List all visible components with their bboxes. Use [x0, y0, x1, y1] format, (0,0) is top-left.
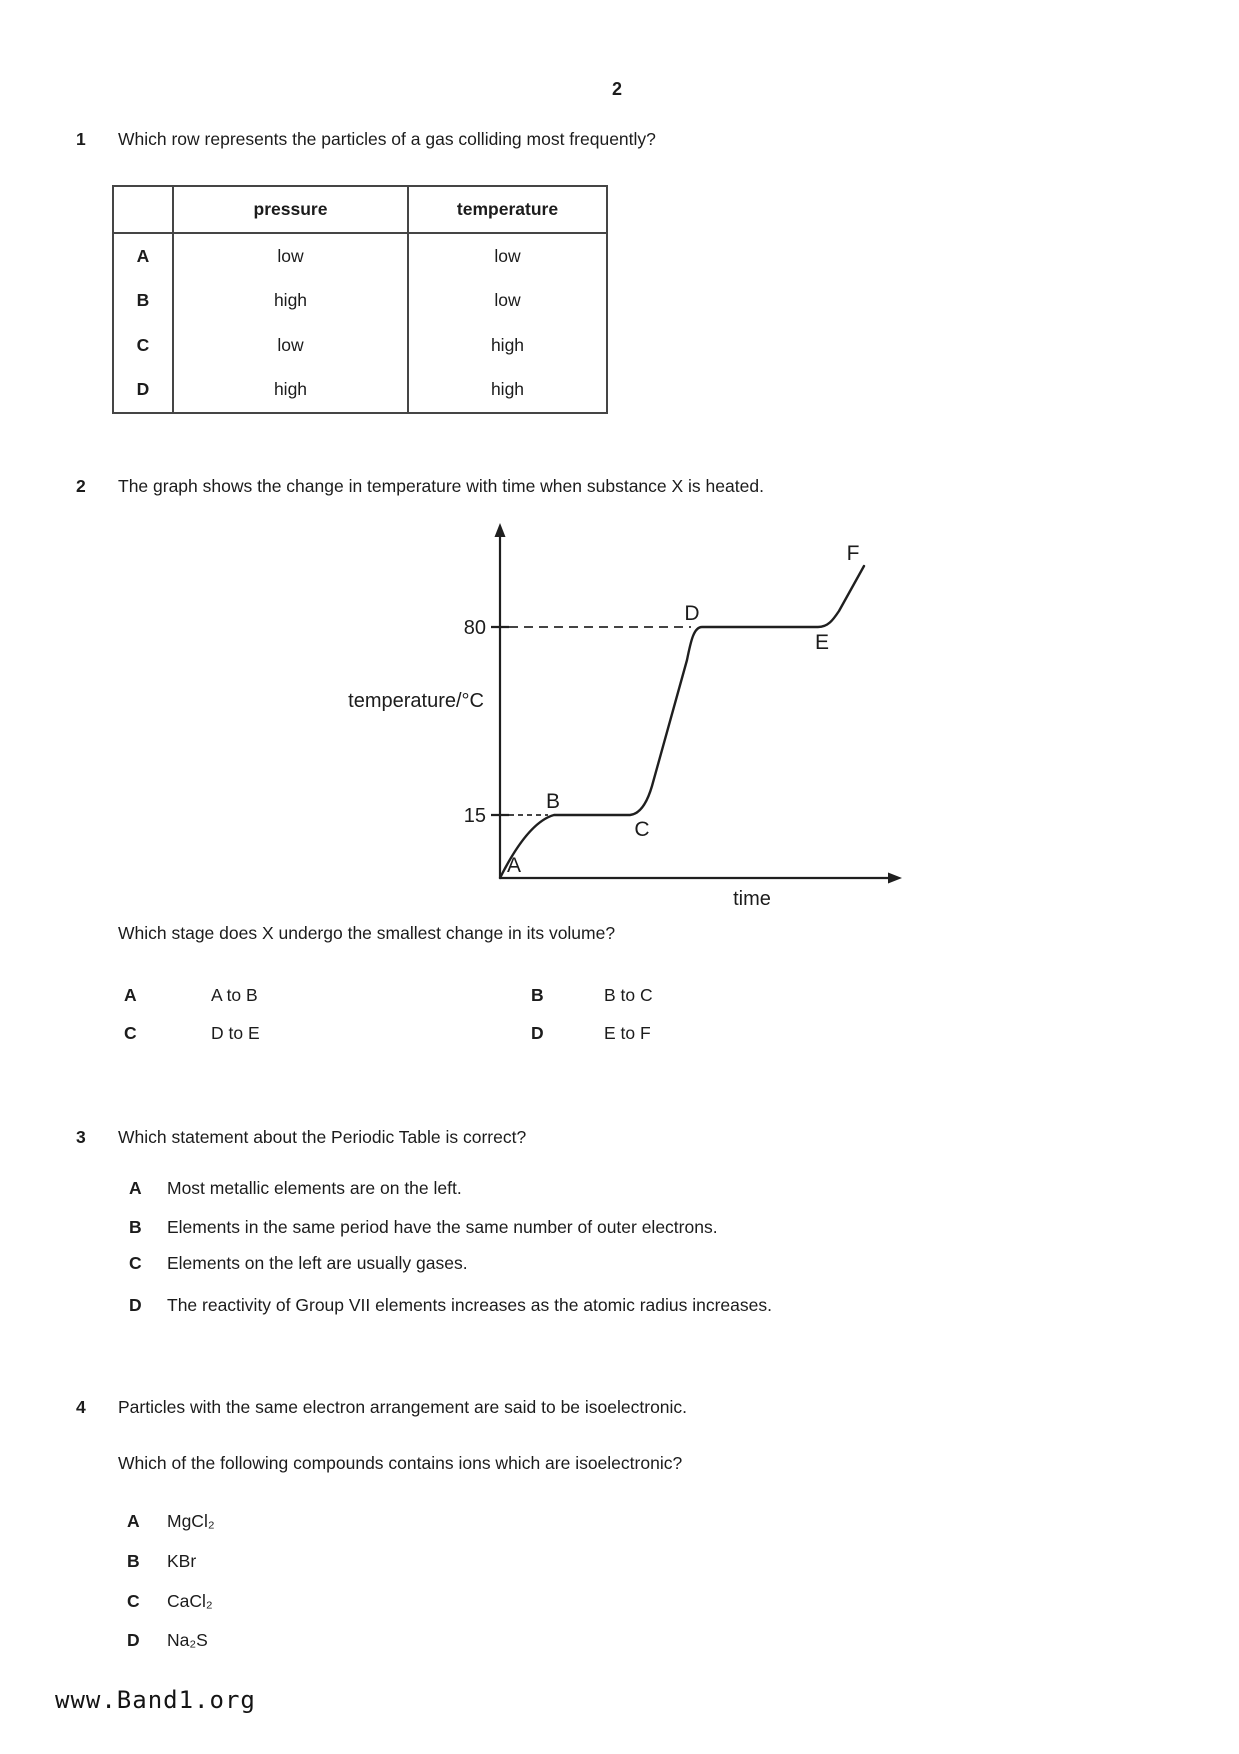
pressure-cell: high [173, 279, 408, 324]
q2-question-text: Which stage does X undergo the smallest change in its volume? [118, 923, 616, 943]
temperature-cell: low [494, 290, 521, 311]
option-text: B to C [604, 985, 653, 1005]
x-axis-label: time [733, 888, 771, 910]
point-label: E [814, 631, 830, 654]
q4-number: 4 [76, 1397, 86, 1417]
q4-text: Particles with the same electron arrangement are said to be isoelectronic. [118, 1397, 688, 1417]
website-footer: www.Band1.org [55, 1686, 256, 1714]
option-letter: A [124, 985, 137, 1005]
q1-table [112, 185, 608, 414]
row-label: A [113, 233, 173, 279]
option-letter: B [129, 1217, 142, 1237]
option-letter: A [129, 1178, 142, 1198]
option-text: MgCl₂ [167, 1511, 215, 1531]
q2-heating-curve-graph [300, 520, 920, 915]
option-letter: C [127, 1591, 140, 1611]
option-letter: D [129, 1295, 142, 1315]
row-label: C [113, 323, 173, 368]
option-text: Na₂S [167, 1630, 208, 1650]
option-letter: C [129, 1253, 142, 1273]
q2-number: 2 [76, 476, 86, 496]
point-label: A [506, 854, 522, 877]
option-letter: C [124, 1023, 137, 1043]
q1-number: 1 [76, 129, 86, 149]
point-label: C [634, 818, 650, 841]
q4-question-text: Which of the following compounds contains ions which are isoelectronic? [118, 1453, 683, 1473]
q1-table-header-row [113, 186, 607, 233]
temperature-cell: high [490, 379, 525, 400]
q1-table-header-temperature: temperature [408, 186, 607, 233]
option-text: D to E [211, 1023, 260, 1043]
q3-number: 3 [76, 1127, 86, 1147]
option-letter: D [531, 1023, 544, 1043]
option-text: A to B [211, 985, 258, 1005]
pressure-cell: low [173, 233, 408, 279]
y-tick-label: 80 [463, 617, 486, 639]
table-row [113, 279, 607, 324]
x-axis-arrow-icon [888, 873, 902, 884]
point-label: D [684, 602, 700, 625]
option-letter: D [127, 1630, 140, 1650]
point-label: F [846, 542, 860, 565]
y-tick-label: 15 [463, 805, 486, 827]
y-axis-arrow-icon [495, 523, 506, 537]
option-text: KBr [167, 1551, 197, 1571]
option-letter: A [127, 1511, 140, 1531]
pressure-cell: low [173, 323, 408, 368]
option-text: Elements in the same period have the same number of outer electrons. [167, 1217, 718, 1237]
q1-table-corner-cell [113, 186, 173, 233]
q1-table-header-pressure: pressure [173, 186, 408, 233]
page-number: 2 [611, 79, 622, 99]
pressure-cell: high [173, 368, 408, 414]
table-row [113, 368, 607, 414]
q1-text: Which row represents the particles of a gas colliding most frequently? [118, 129, 656, 149]
option-text: Elements on the left are usually gases. [167, 1253, 468, 1273]
row-label: B [113, 279, 173, 324]
option-text: Most metallic elements are on the left. [167, 1178, 462, 1198]
table-row [113, 233, 607, 279]
heating-curve [500, 566, 864, 878]
table-row [113, 323, 607, 368]
option-letter: B [127, 1551, 140, 1571]
option-text: The reactivity of Group VII elements increases as the atomic radius increases. [167, 1295, 772, 1315]
point-label: B [545, 790, 561, 813]
option-text: E to F [604, 1023, 651, 1043]
option-text: CaCl₂ [167, 1591, 213, 1611]
q3-text: Which statement about the Periodic Table is correct? [118, 1127, 527, 1147]
temperature-cell: high [490, 334, 525, 355]
y-axis-label: temperature/°C [348, 690, 484, 712]
row-label: D [113, 368, 173, 414]
option-letter: B [531, 985, 544, 1005]
temperature-cell: low [494, 245, 521, 266]
q2-text: The graph shows the change in temperature with time when substance X is heated. [118, 476, 764, 496]
